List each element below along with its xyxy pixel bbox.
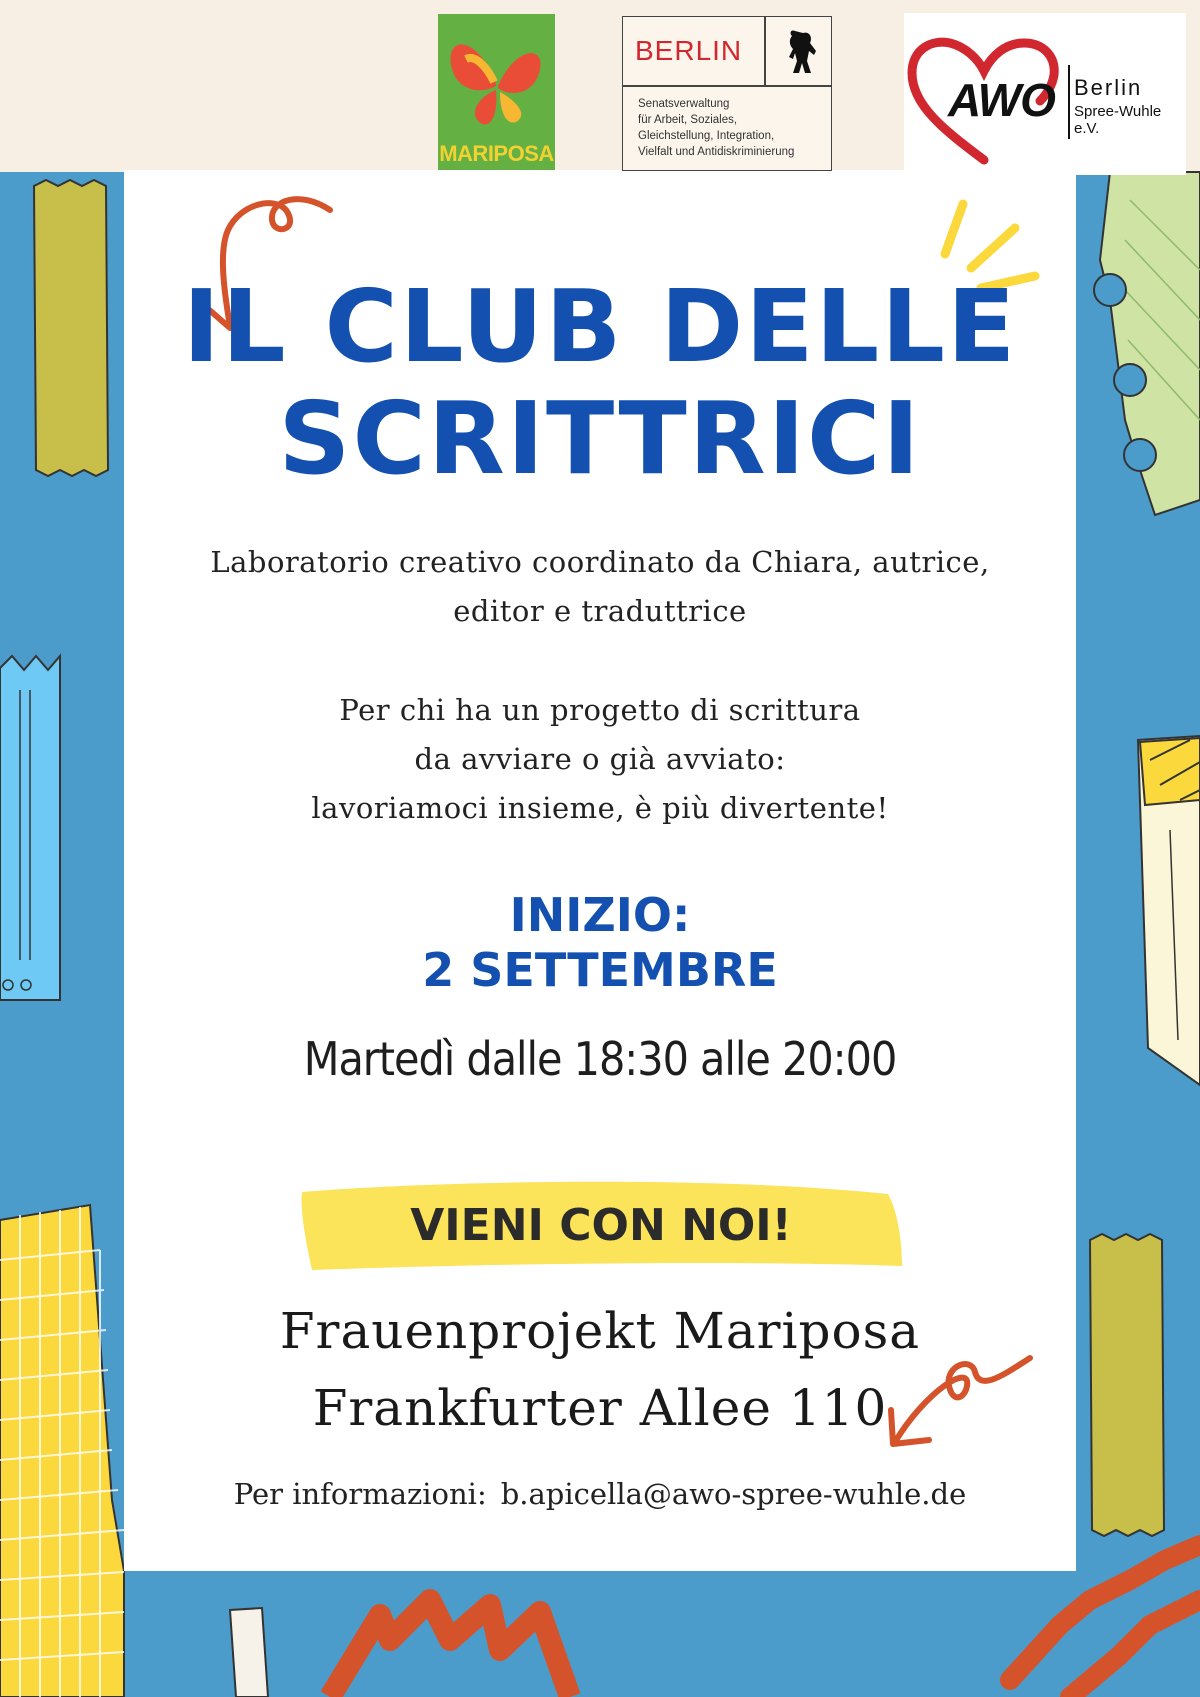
schedule-text: Martedì dalle 18:30 alle 20:00 <box>303 1032 897 1086</box>
description-line-2: editor e traduttrice <box>453 594 747 628</box>
awo-logo <box>904 13 1186 175</box>
awo-logo-city: Berlin <box>1074 75 1143 100</box>
butterfly-icon <box>438 14 555 144</box>
title-line-2: SCRITTRICI <box>278 380 922 497</box>
berlin-bear-icon <box>781 27 821 77</box>
washi-tape-left <box>34 180 108 476</box>
cta-label: VIENI CON NOI! <box>410 1200 792 1251</box>
description-line-3: Per chi ha un progetto di scrittura <box>339 693 861 727</box>
description-line-1: Laboratorio creativo coordinato da Chiara, autrice, <box>210 545 990 579</box>
venue-name: Frauenprojekt Mariposa <box>279 1302 921 1360</box>
awo-logo-text: AWO <box>948 74 1055 126</box>
start-label: INIZIO: <box>509 888 691 942</box>
berlin-logo-text: BERLIN <box>635 35 743 66</box>
awo-logo-divider <box>1068 65 1070 139</box>
title-line-1: IL CLUB DELLE <box>182 268 1018 385</box>
description-line-5: lavoriamoci insieme, è più divertente! <box>311 791 889 825</box>
mariposa-logo-text: MARIPOSA <box>439 141 554 166</box>
mariposa-logo <box>438 14 555 170</box>
venue-address: Frankfurter Allee 110 <box>312 1379 888 1437</box>
puzzle-piece-bottom <box>230 1608 268 1697</box>
berlin-senate-logo <box>622 16 832 171</box>
scribble-bottom-left <box>330 1600 570 1697</box>
contact-email[interactable]: b.apicella@awo-spree-wuhle.de <box>500 1477 967 1511</box>
contact-label: Per informazioni: <box>233 1477 487 1511</box>
washi-tape-right <box>1090 1234 1164 1536</box>
grid-paper-bottom-left <box>0 1205 124 1697</box>
start-date: 2 SETTEMBRE <box>422 943 778 997</box>
contact-line <box>124 1477 1076 1511</box>
berlin-logo-divider <box>764 17 766 85</box>
berlin-logo-divider <box>623 85 831 87</box>
berlin-logo-subtitle: Senatsverwaltung für Arbeit, Soziales, Gleichstellung, Integration, Vielfalt und Antidiskriminierung <box>638 98 795 158</box>
description-line-4: da avviare o già avviato: <box>414 742 786 776</box>
awo-logo-association: Spree-Wuhle e.V. <box>1074 103 1162 137</box>
